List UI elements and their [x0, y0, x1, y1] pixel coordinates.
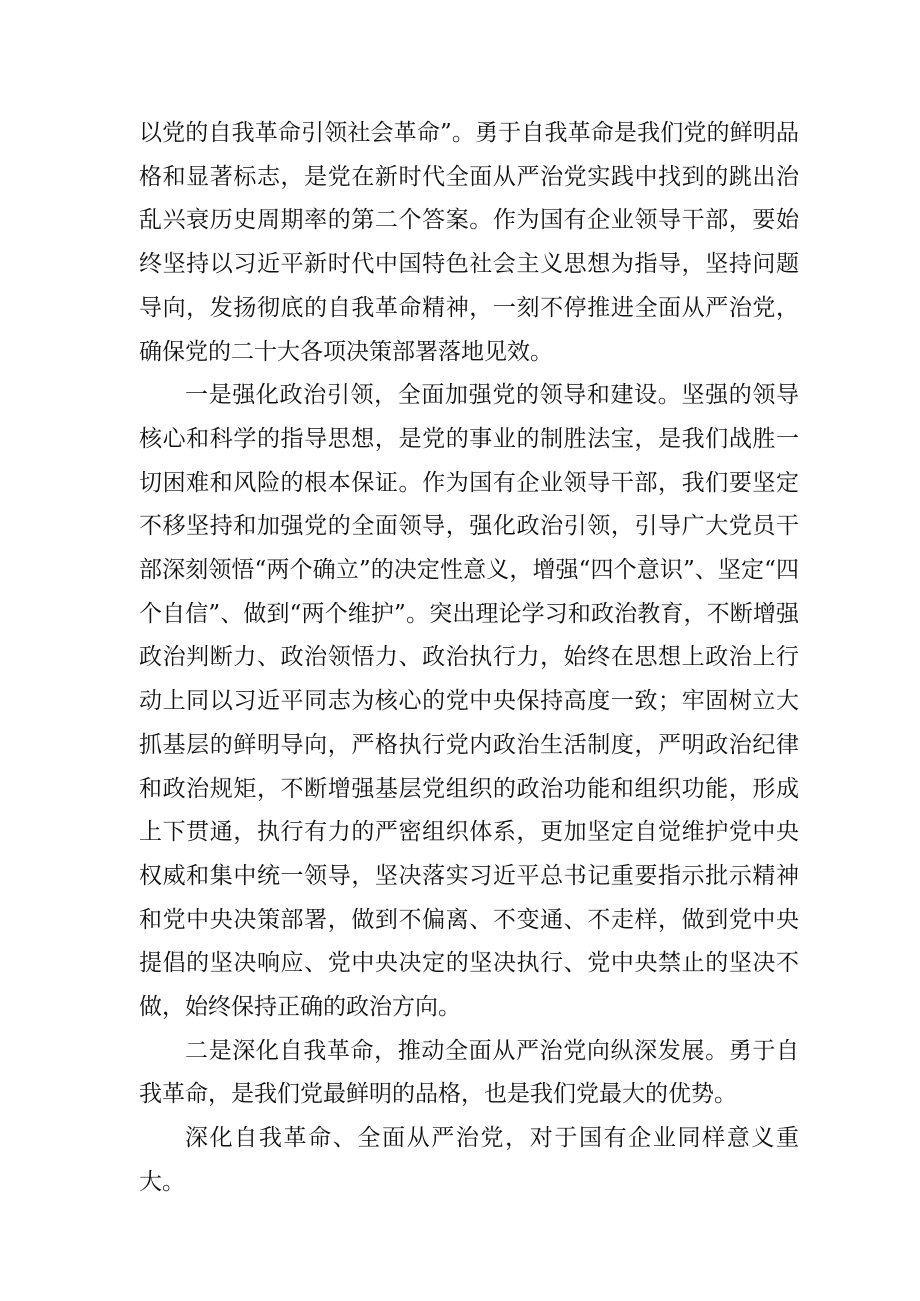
paragraph-4: 深化自我革命、全面从严治党，对于国有企业同样意义重大。 — [139, 1125, 799, 1195]
document-body — [139, 112, 799, 1205]
paragraph-2: 一是强化政治引领，全面加强党的领导和建设。坚强的领导核心和科学的指导思想，是党的事业的制胜法宝，是我们战胜一切困难和风险的根本保证。作为国有企业领导干部，我们要坚定不移坚持和加强党的全面领导，强化政治引领，引导广大党员干部深刻领悟“两个确立”的决定性意义，增强“四个意识”、坚定“四个自信”、做到“两个维护”。突出理论学习和政治教育，不断增强政治判断力、政治领悟力、政治执行力，始终在思想上政治上行动上同以习近平同志为核心的党中央保持高度一致；牢固树立大抓基层的鲜明导向，严格执行党内政治生活制度，严明政治纪律和政治规矩，不断增强基层党组织的政治功能和组织功能，形成上下贯通，执行有力的严密组织体系，更加坚定自觉维护党中央权威和集中统一领导，坚决落实习近平总书记重要指示批示精神和党中央决策部署，做到不偏离、不变通、不走样，做到党中央提倡的坚决响应、党中央决定的坚决执行、党中央禁止的坚决不做，始终保持正确的政治方向。 — [139, 382, 799, 1021]
paragraph-1: 以党的自我革命引领社会革命”。勇于自我革命是我们党的鲜明品格和显著标志，是党在新时代全面从严治党实践中找到的跳出治乱兴衰历史周期率的第二个答案。作为国有企业领导干部，要始终坚持以习近平新时代中国特色社会主义思想为指导，坚持问题导向，发扬彻底的自我革命精神，一刻不停推进全面从严治党，确保党的二十大各项决策部署落地见效。 — [139, 120, 799, 365]
paragraph-3: 二是深化自我革命，推动全面从严治党向纵深发展。勇于自我革命，是我们党最鲜明的品格，也是我们党最大的优势。 — [139, 1037, 799, 1108]
